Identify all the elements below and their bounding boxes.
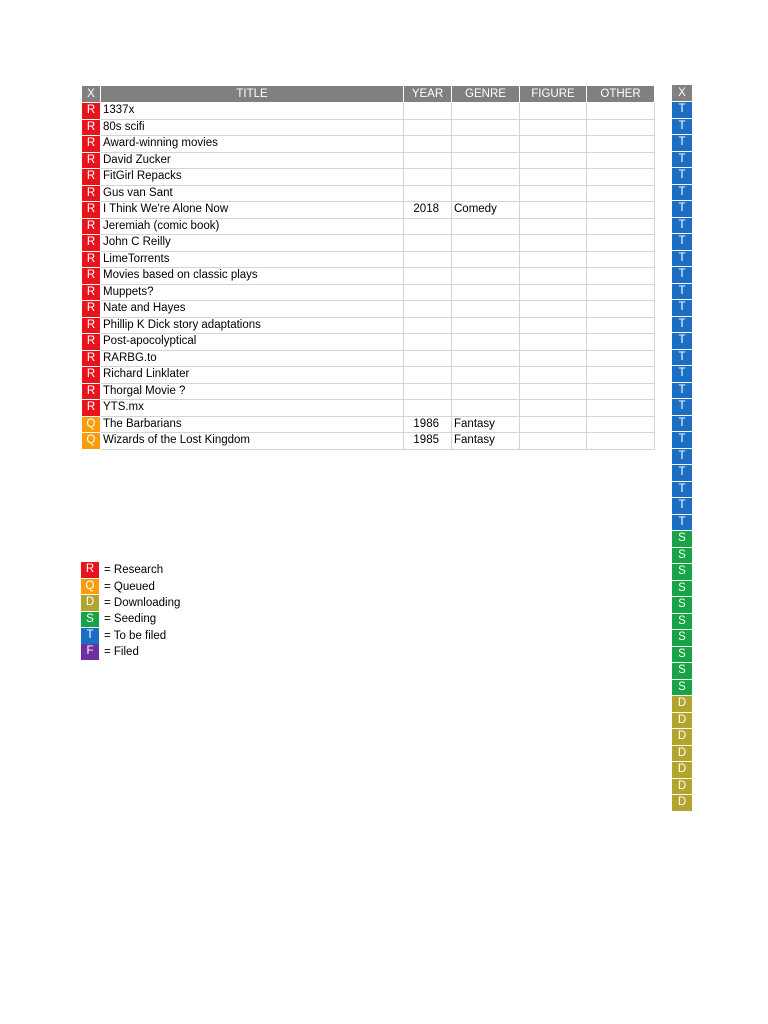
genre-cell[interactable] xyxy=(452,400,520,417)
legend-swatch: R xyxy=(81,562,99,578)
year-cell[interactable] xyxy=(404,185,452,202)
title-cell[interactable]: I Think We're Alone Now xyxy=(101,202,404,219)
status-column-cell[interactable]: T xyxy=(672,168,692,184)
status-code-cell[interactable]: R xyxy=(82,334,101,351)
status-column-cell[interactable]: S xyxy=(672,630,692,646)
table-row xyxy=(82,383,655,400)
title-cell[interactable]: YTS.mx xyxy=(101,400,404,417)
status-column-cell[interactable]: T xyxy=(672,515,692,531)
status-column-cell[interactable]: S xyxy=(672,663,692,679)
title-cell[interactable]: 1337x xyxy=(101,103,404,120)
other-cell[interactable] xyxy=(587,301,655,318)
status-column-cell[interactable]: T xyxy=(672,251,692,267)
table-row xyxy=(82,103,655,120)
figure-cell[interactable] xyxy=(520,350,587,367)
status-code-cell[interactable]: Q xyxy=(82,433,101,450)
year-cell[interactable] xyxy=(404,235,452,252)
status-column-cell[interactable]: T xyxy=(672,449,692,465)
title-cell[interactable]: FitGirl Repacks xyxy=(101,169,404,186)
status-column-cell[interactable]: T xyxy=(672,300,692,316)
genre-cell[interactable] xyxy=(452,301,520,318)
legend-item xyxy=(81,595,180,611)
header-year[interactable]: YEAR xyxy=(404,86,452,103)
genre-cell[interactable] xyxy=(452,136,520,153)
legend-label: = Downloading xyxy=(104,596,181,609)
status-code-cell[interactable]: R xyxy=(82,350,101,367)
genre-cell[interactable] xyxy=(452,367,520,384)
figure-cell[interactable] xyxy=(520,268,587,285)
year-cell[interactable] xyxy=(404,152,452,169)
status-column-cell[interactable]: T xyxy=(672,432,692,448)
table-body xyxy=(82,103,655,450)
legend-label: = Filed xyxy=(104,646,139,659)
figure-cell[interactable] xyxy=(520,416,587,433)
status-column-cell[interactable]: T xyxy=(672,234,692,250)
other-cell[interactable] xyxy=(587,367,655,384)
other-cell[interactable] xyxy=(587,284,655,301)
legend-swatch: Q xyxy=(81,579,99,595)
status-column-cell[interactable]: D xyxy=(672,746,692,762)
legend-swatch: D xyxy=(81,595,99,611)
status-column-cell[interactable]: D xyxy=(672,762,692,778)
other-cell[interactable] xyxy=(587,433,655,450)
year-cell[interactable] xyxy=(404,301,452,318)
other-cell[interactable] xyxy=(587,185,655,202)
status-column-cell[interactable]: D xyxy=(672,729,692,745)
other-cell[interactable] xyxy=(587,119,655,136)
other-cell[interactable] xyxy=(587,400,655,417)
figure-cell[interactable] xyxy=(520,235,587,252)
table-row xyxy=(82,119,655,136)
figure-cell[interactable] xyxy=(520,383,587,400)
table-row xyxy=(82,136,655,153)
genre-cell[interactable] xyxy=(452,235,520,252)
year-cell[interactable]: 2018 xyxy=(404,202,452,219)
status-column-cell[interactable]: D xyxy=(672,795,692,811)
table-row xyxy=(82,301,655,318)
title-cell[interactable]: Gus van Sant xyxy=(101,185,404,202)
table-row xyxy=(82,334,655,351)
status-column-cell[interactable]: T xyxy=(672,383,692,399)
year-cell[interactable] xyxy=(404,334,452,351)
year-cell[interactable] xyxy=(404,367,452,384)
year-cell[interactable] xyxy=(404,400,452,417)
legend-item xyxy=(81,611,180,627)
title-cell[interactable]: 80s scifi xyxy=(101,119,404,136)
year-cell[interactable] xyxy=(404,119,452,136)
legend-label: = Queued xyxy=(104,580,155,593)
header-figure[interactable]: FIGURE xyxy=(520,86,587,103)
status-code-cell[interactable]: R xyxy=(82,119,101,136)
other-cell[interactable] xyxy=(587,103,655,120)
status-code-cell[interactable]: R xyxy=(82,202,101,219)
other-cell[interactable] xyxy=(587,136,655,153)
table-row xyxy=(82,169,655,186)
status-column-cell[interactable]: T xyxy=(672,201,692,217)
title-cell[interactable]: Movies based on classic plays xyxy=(101,268,404,285)
genre-cell[interactable] xyxy=(452,317,520,334)
year-cell[interactable] xyxy=(404,317,452,334)
title-cell[interactable]: John C Reilly xyxy=(101,235,404,252)
other-cell[interactable] xyxy=(587,350,655,367)
figure-cell[interactable] xyxy=(520,185,587,202)
status-code-cell[interactable]: R xyxy=(82,268,101,285)
year-cell[interactable] xyxy=(404,169,452,186)
year-cell[interactable] xyxy=(404,136,452,153)
header-title[interactable]: TITLE xyxy=(101,86,404,103)
other-cell[interactable] xyxy=(587,202,655,219)
status-column-cell[interactable]: S xyxy=(672,614,692,630)
status-column-cell[interactable]: S xyxy=(672,581,692,597)
title-cell[interactable]: Richard Linklater xyxy=(101,367,404,384)
genre-cell[interactable] xyxy=(452,251,520,268)
status-column-cell[interactable]: S xyxy=(672,647,692,663)
figure-cell[interactable] xyxy=(520,119,587,136)
table-row xyxy=(82,251,655,268)
table-row xyxy=(82,317,655,334)
status-column-cell[interactable]: T xyxy=(672,119,692,135)
status-code-cell[interactable]: R xyxy=(82,136,101,153)
legend-label: = Research xyxy=(104,564,164,577)
status-column-cells xyxy=(672,102,692,811)
genre-cell[interactable] xyxy=(452,152,520,169)
status-column-cell[interactable]: T xyxy=(672,366,692,382)
status-code-cell[interactable]: R xyxy=(82,169,101,186)
genre-cell[interactable] xyxy=(452,103,520,120)
status-code-cell[interactable]: R xyxy=(82,152,101,169)
table-row xyxy=(82,268,655,285)
header-other[interactable]: OTHER xyxy=(587,86,655,103)
title-cell[interactable]: Phillip K Dick story adaptations xyxy=(101,317,404,334)
genre-cell[interactable] xyxy=(452,268,520,285)
header-row xyxy=(82,86,655,103)
figure-cell[interactable] xyxy=(520,317,587,334)
other-cell[interactable] xyxy=(587,169,655,186)
year-cell[interactable] xyxy=(404,251,452,268)
other-cell[interactable] xyxy=(587,235,655,252)
status-code-cell[interactable]: R xyxy=(82,103,101,120)
other-cell[interactable] xyxy=(587,383,655,400)
table-row xyxy=(82,433,655,450)
status-column-cell[interactable]: S xyxy=(672,548,692,564)
other-cell[interactable] xyxy=(587,416,655,433)
title-cell[interactable]: The Barbarians xyxy=(101,416,404,433)
title-cell[interactable]: Post-apocolyptical xyxy=(101,334,404,351)
year-cell[interactable]: 1985 xyxy=(404,433,452,450)
table-row xyxy=(82,367,655,384)
genre-cell[interactable] xyxy=(452,383,520,400)
legend-label: = Seeding xyxy=(104,613,157,626)
genre-cell[interactable]: Fantasy xyxy=(452,433,520,450)
status-column-cell[interactable]: T xyxy=(672,399,692,415)
status-column-cell[interactable]: T xyxy=(672,317,692,333)
table-row xyxy=(82,400,655,417)
status-code-cell[interactable]: R xyxy=(82,218,101,235)
title-cell[interactable]: Nate and Hayes xyxy=(101,301,404,318)
media-tracker-table xyxy=(81,85,655,450)
legend-swatch: T xyxy=(81,628,99,644)
status-code-cell[interactable]: R xyxy=(82,383,101,400)
status-column-cell[interactable]: T xyxy=(672,482,692,498)
other-cell[interactable] xyxy=(587,334,655,351)
genre-cell[interactable] xyxy=(452,119,520,136)
status-code-cell[interactable]: R xyxy=(82,367,101,384)
status-code-cell[interactable]: R xyxy=(82,400,101,417)
other-cell[interactable] xyxy=(587,218,655,235)
title-cell[interactable]: LimeTorrents xyxy=(101,251,404,268)
other-cell[interactable] xyxy=(587,251,655,268)
figure-cell[interactable] xyxy=(520,218,587,235)
table-row xyxy=(82,152,655,169)
legend-item xyxy=(81,628,180,644)
title-cell[interactable]: RARBG.to xyxy=(101,350,404,367)
status-column-cell[interactable]: T xyxy=(672,416,692,432)
status-column-cell[interactable]: T xyxy=(672,465,692,481)
legend-swatch: F xyxy=(81,644,99,660)
status-column-cell[interactable]: T xyxy=(672,498,692,514)
figure-cell[interactable] xyxy=(520,152,587,169)
year-cell[interactable] xyxy=(404,383,452,400)
figure-cell[interactable] xyxy=(520,251,587,268)
other-cell[interactable] xyxy=(587,268,655,285)
status-code-cell[interactable]: R xyxy=(82,284,101,301)
title-cell[interactable]: David Zucker xyxy=(101,152,404,169)
year-cell[interactable]: 1986 xyxy=(404,416,452,433)
status-code-cell[interactable]: R xyxy=(82,235,101,252)
title-cell[interactable]: Thorgal Movie ? xyxy=(101,383,404,400)
table-row xyxy=(82,284,655,301)
status-column-cell[interactable]: T xyxy=(672,267,692,283)
status-column-cell[interactable]: T xyxy=(672,333,692,349)
status-column-cell[interactable]: T xyxy=(672,185,692,201)
status-column-cell[interactable]: D xyxy=(672,779,692,795)
title-cell[interactable]: Wizards of the Lost Kingdom xyxy=(101,433,404,450)
title-cell[interactable]: Jeremiah (comic book) xyxy=(101,218,404,235)
figure-cell[interactable] xyxy=(520,301,587,318)
year-cell[interactable] xyxy=(404,268,452,285)
status-column-cell[interactable]: T xyxy=(672,284,692,300)
status-code-cell[interactable]: R xyxy=(82,251,101,268)
genre-cell[interactable] xyxy=(452,334,520,351)
figure-cell[interactable] xyxy=(520,202,587,219)
status-column-header[interactable]: X xyxy=(672,85,692,101)
table-row xyxy=(82,185,655,202)
figure-cell[interactable] xyxy=(520,284,587,301)
year-cell[interactable] xyxy=(404,103,452,120)
status-column-cell[interactable]: S xyxy=(672,597,692,613)
status-column-cell[interactable]: D xyxy=(672,713,692,729)
status-column-cell[interactable]: S xyxy=(672,564,692,580)
genre-cell[interactable] xyxy=(452,350,520,367)
header-x[interactable]: X xyxy=(82,86,101,103)
figure-cell[interactable] xyxy=(520,169,587,186)
figure-cell[interactable] xyxy=(520,400,587,417)
status-column-cell[interactable]: T xyxy=(672,350,692,366)
figure-cell[interactable] xyxy=(520,433,587,450)
genre-cell[interactable]: Fantasy xyxy=(452,416,520,433)
status-code-cell[interactable]: Q xyxy=(82,416,101,433)
status-column-cell[interactable]: D xyxy=(672,696,692,712)
figure-cell[interactable] xyxy=(520,136,587,153)
status-code-cell[interactable]: R xyxy=(82,317,101,334)
year-cell[interactable] xyxy=(404,284,452,301)
status-legend xyxy=(81,562,180,660)
status-column-cell[interactable]: S xyxy=(672,531,692,547)
other-cell[interactable] xyxy=(587,317,655,334)
status-column-cell[interactable]: T xyxy=(672,152,692,168)
legend-item xyxy=(81,578,180,594)
genre-cell[interactable]: Comedy xyxy=(452,202,520,219)
legend-swatch: S xyxy=(81,612,99,628)
status-column-cell[interactable]: T xyxy=(672,135,692,151)
genre-cell[interactable] xyxy=(452,185,520,202)
genre-cell[interactable] xyxy=(452,169,520,186)
genre-cell[interactable] xyxy=(452,284,520,301)
other-cell[interactable] xyxy=(587,152,655,169)
table-row xyxy=(82,350,655,367)
header-genre[interactable]: GENRE xyxy=(452,86,520,103)
legend-item xyxy=(81,562,180,578)
legend-item xyxy=(81,644,180,660)
figure-cell[interactable] xyxy=(520,367,587,384)
title-cell[interactable]: Muppets? xyxy=(101,284,404,301)
genre-cell[interactable] xyxy=(452,218,520,235)
table-row xyxy=(82,235,655,252)
status-column-cell[interactable]: S xyxy=(672,680,692,696)
legend-label: = To be filed xyxy=(104,629,167,642)
table-row xyxy=(82,416,655,433)
figure-cell[interactable] xyxy=(520,334,587,351)
table-row xyxy=(82,202,655,219)
status-code-cell[interactable]: R xyxy=(82,301,101,318)
table-row xyxy=(82,218,655,235)
status-column-cell[interactable]: T xyxy=(672,102,692,118)
status-column xyxy=(672,85,692,811)
status-column-cell[interactable]: T xyxy=(672,218,692,234)
title-cell[interactable]: Award-winning movies xyxy=(101,136,404,153)
status-code-cell[interactable]: R xyxy=(82,185,101,202)
figure-cell[interactable] xyxy=(520,103,587,120)
year-cell[interactable] xyxy=(404,350,452,367)
year-cell[interactable] xyxy=(404,218,452,235)
